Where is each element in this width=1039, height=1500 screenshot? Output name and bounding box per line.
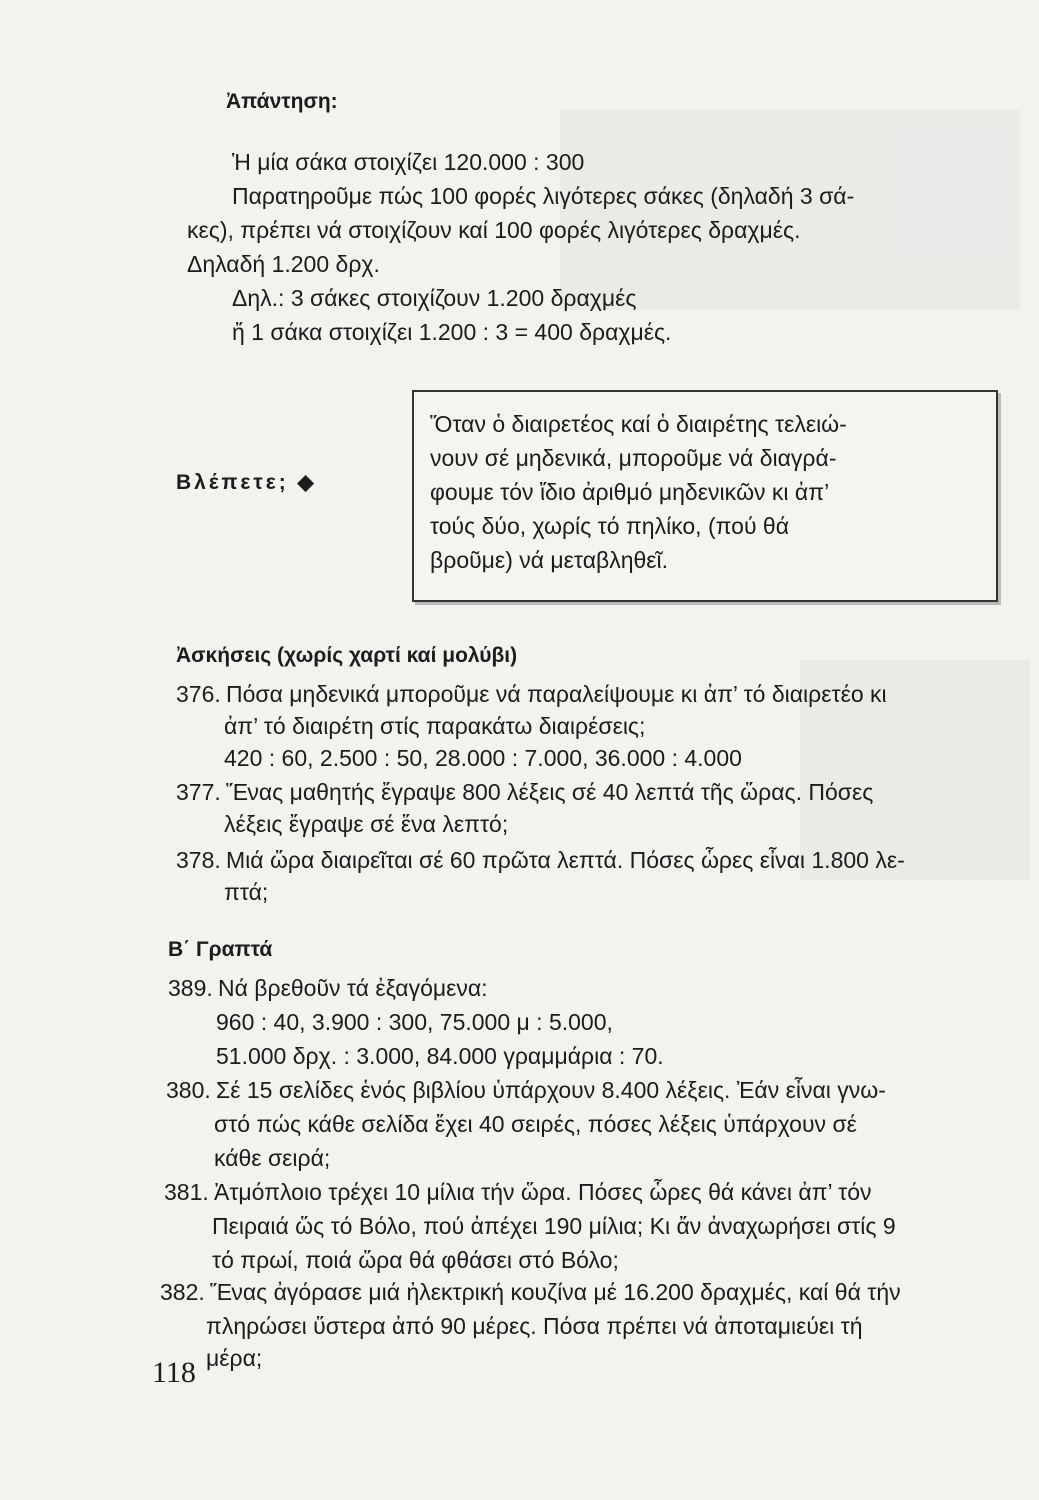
exercise-line: 51.000 δρχ. : 3.000, 84.000 γραμμάρια : 70. xyxy=(216,1043,664,1069)
exercise-line: πτά; xyxy=(224,879,269,905)
exercise-380 xyxy=(166,1076,886,1104)
diamond-pointer-icon: ◆ xyxy=(297,471,314,494)
exercise-line: Ἀτμόπλοιο τρέχει 10 μίλια τήν ὥρα. Πόσες ὧρες θά κάνει ἀπ’ τόν xyxy=(214,1179,872,1205)
exercise-377 xyxy=(176,778,873,806)
answer-heading: Ἀπάντηση: xyxy=(226,90,338,113)
answer-line: κες), πρέπει νά στοιχίζουν καί 100 φορές λιγότερες δραχμές. xyxy=(187,217,801,243)
rule-line: βροῦμε) νά μεταβληθεῖ. xyxy=(430,547,669,573)
exercise-line: μέρα; xyxy=(206,1345,263,1371)
answer-line: Δηλ.: 3 σάκες στοιχίζουν 1.200 δραχμές xyxy=(232,285,637,311)
answer-line: Παρατηροῦμε πώς 100 φορές λιγότερες σάκες (δηλαδή 3 σά- xyxy=(232,183,855,209)
exercise-number: 381. xyxy=(164,1179,209,1205)
exercise-line: Σέ 15 σελίδες ἑνός βιβλίου ὑπάρχουν 8.400 λέξεις. Ἐάν εἶναι γνω- xyxy=(216,1077,886,1103)
exercise-381 xyxy=(164,1178,872,1206)
answer-line: ἤ 1 σάκα στοιχίζει 1.200 : 3 = 400 δραχμές. xyxy=(232,319,672,345)
rule-line: νουν σέ μηδενικά, μποροῦμε νά διαγρά- xyxy=(430,445,837,471)
exercise-line: λέξεις ἔγραψε σέ ἕνα λεπτό; xyxy=(224,811,509,837)
exercise-line: ἀπ’ τό διαιρέτη στίς παρακάτω διαιρέσεις; xyxy=(224,713,646,739)
exercise-382 xyxy=(160,1278,901,1306)
exercise-line: Ἕνας ἀγόρασε μιά ἠλεκτρική κουζίνα μέ 16.200 δραχμές, καί θά τήν xyxy=(210,1279,901,1305)
exercise-number: 382. xyxy=(160,1279,205,1305)
exercise-376 xyxy=(176,680,887,708)
exercise-line: πληρώσει ὕστερα ἀπό 90 μέρες. Πόσα πρέπει νά ἀποταμιεύει τή xyxy=(206,1313,863,1339)
exercise-number: 380. xyxy=(166,1077,211,1103)
see-label xyxy=(176,470,314,495)
exercise-line: στό πώς κάθε σελίδα ἔχει 40 σειρές, πόσες λέξεις ὑπάρχουν σέ xyxy=(214,1111,857,1137)
exercise-number: 378. xyxy=(176,847,221,873)
written-exercises-heading: Β΄ Γραπτά xyxy=(168,938,273,961)
exercise-line: Ἕνας μαθητής ἔγραψε 800 λέξεις σέ 40 λεπτά τῆς ὥρας. Πόσες xyxy=(226,779,874,805)
answer-line: Ἡ μία σάκα στοιχίζει 120.000 : 300 xyxy=(232,149,585,175)
rule-line: φουμε τόν ἴδιο ἀριθμό μηδενικῶν κι ἀπ’ xyxy=(430,479,830,505)
exercise-line: κάθε σειρά; xyxy=(214,1145,331,1171)
rule-line: Ὅταν ὁ διαιρετέος καί ὁ διαιρέτης τελειώ- xyxy=(430,411,847,437)
exercise-line: 960 : 40, 3.900 : 300, 75.000 μ : 5.000, xyxy=(216,1009,613,1035)
exercise-number: 389. xyxy=(168,975,213,1001)
exercise-line: Πειραιά ὥς τό Βόλο, πού ἀπέχει 190 μίλια; Κι ἄν ἀναχωρήσει στίς 9 xyxy=(212,1213,896,1239)
exercise-number: 377. xyxy=(176,779,221,805)
exercise-378 xyxy=(176,846,905,874)
rule-line: τούς δύο, χωρίς τό πηλίκο, (πού θά xyxy=(430,513,790,539)
see-text: Βλέπετε; xyxy=(176,471,289,494)
page-number: 118 xyxy=(152,1356,196,1389)
exercise-line: Νά βρεθοῦν τά ἐξαγόμενα: xyxy=(218,975,488,1001)
answer-line: Δηλαδή 1.200 δρχ. xyxy=(187,251,380,277)
show-through-shading xyxy=(560,110,1020,310)
oral-exercises-heading: Ἀσκήσεις (χωρίς χαρτί καί μολύβι) xyxy=(176,644,518,667)
exercise-number: 376. xyxy=(176,681,221,707)
exercise-line: Πόσα μηδενικά μποροῦμε νά παραλείψουμε κι ἀπ’ τό διαιρετέο κι xyxy=(226,681,887,707)
exercise-389 xyxy=(168,974,488,1002)
exercise-line: τό πρωί, ποιά ὥρα θά φθάσει στό Βόλο; xyxy=(212,1247,619,1273)
exercise-line: Μιά ὥρα διαιρεῖται σέ 60 πρῶτα λεπτά. Πόσες ὧρες εἶναι 1.800 λε- xyxy=(226,847,905,873)
rule-box xyxy=(412,390,998,602)
exercise-line: 420 : 60, 2.500 : 50, 28.000 : 7.000, 36.000 : 4.000 xyxy=(224,745,742,771)
